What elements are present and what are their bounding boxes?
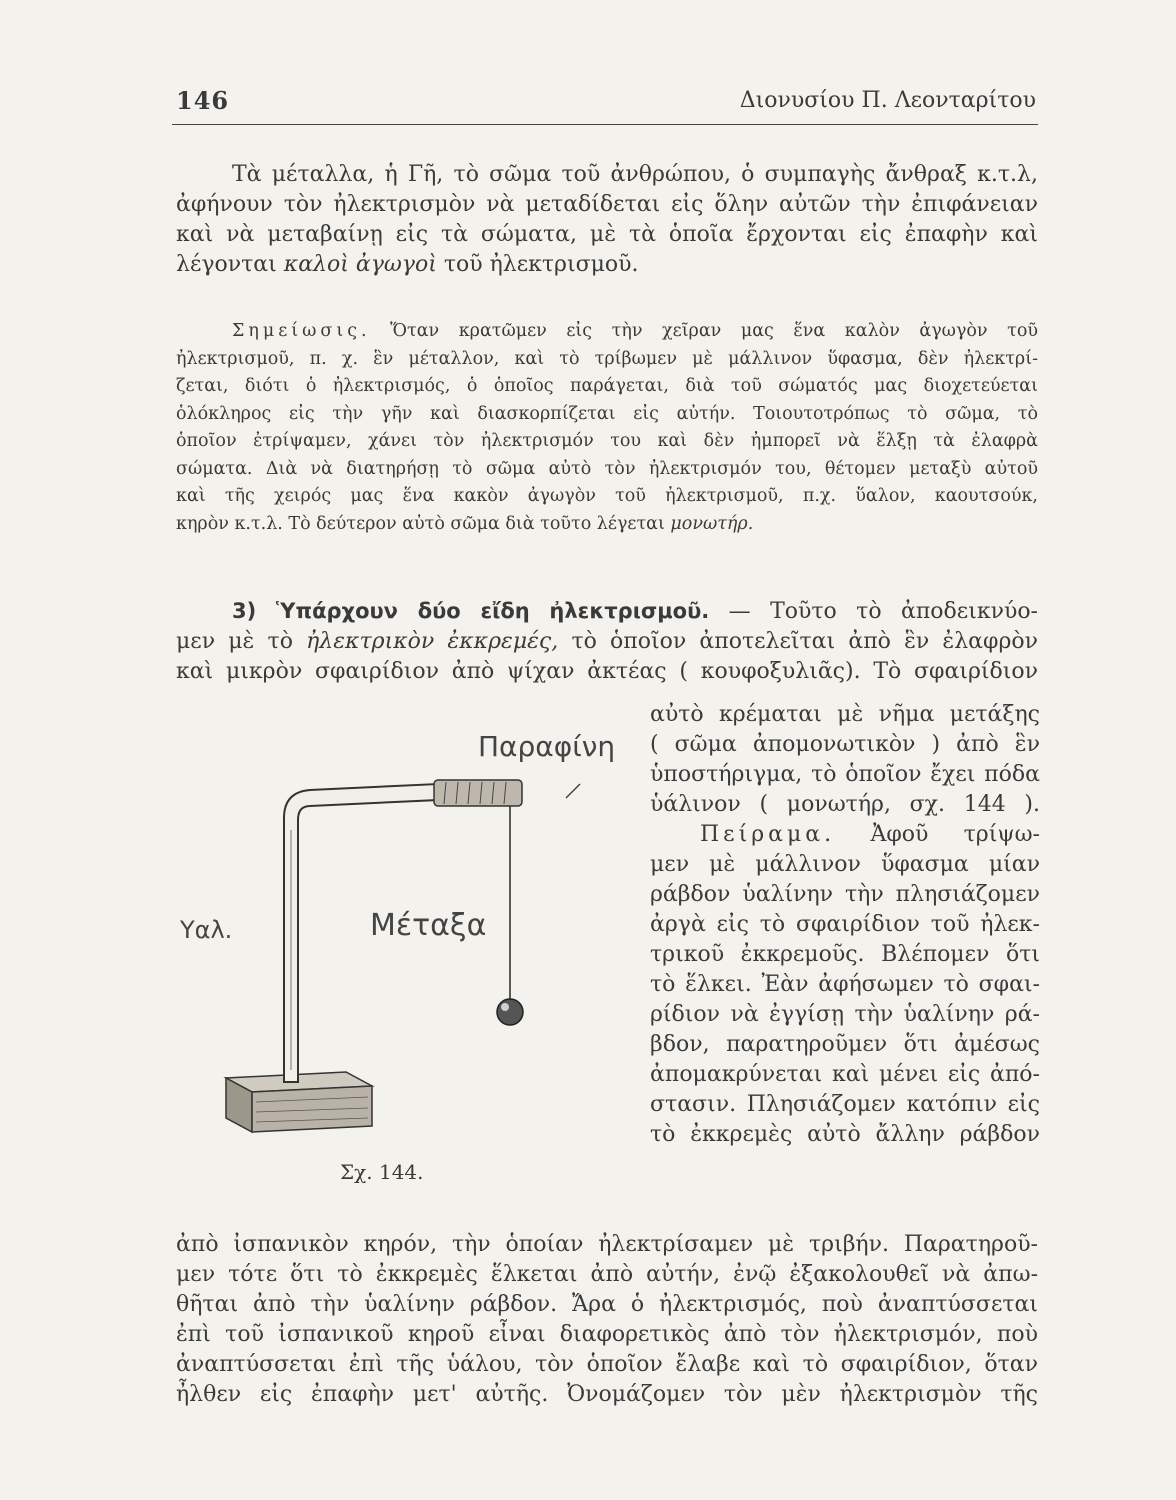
paragraph-conductors — [176, 160, 1038, 280]
experiment-label: Πείραμα. — [700, 822, 836, 847]
pith-ball — [497, 999, 523, 1025]
text-line: μεν τότε ὅτι τὸ ἐκκρεμὲς ἕλκεται ἀπὸ αὐτήν, ἐνῷ ἐξακολουθεῖ νὰ ἀπω- — [176, 1262, 1038, 1287]
text-line: ὁποῖον ἐτρίψαμεν, χάνει τὸν ἠλεκτρισμόν του καὶ δὲν ἠμπορεῖ νὰ ἕλξῃ τὰ ἐλαφρὰ — [176, 431, 1038, 451]
pendulum-illustration — [176, 720, 636, 1190]
italic-term: καλοὶ ἀγωγοὶ — [283, 252, 437, 277]
text-line: ἀργὰ εἰς τὸ σφαιρίδιον τοῦ ἠλεκ- — [650, 912, 1040, 937]
text-line — [176, 596, 1038, 627]
note-paragraph — [176, 318, 1038, 538]
text-line: ὑάλινον ( μονωτήρ, σχ. 144 ). — [650, 792, 1040, 817]
text-fragment: Ἀφοῦ τρίψω- — [835, 822, 1040, 847]
text-line: καὶ τῆς χειρός μας ἕνα κακὸν ἀγωγὸν τοῦ ἠλεκτρισμοῦ, π.χ. ὕαλον, καουτσούκ, — [176, 486, 1038, 506]
text-fragment: τοῦ ἠλεκτρισμοῦ. — [436, 252, 639, 277]
text-fragment: — Τοῦτο τὸ ἀποδεικνύο- — [709, 599, 1038, 624]
text-line: τὸ ἐκκρεμὲς αὐτὸ ἄλλην ράβδον — [650, 1122, 1040, 1147]
label-silk: Μέταξα — [370, 908, 487, 943]
text-line: τρικοῦ ἐκκρεμοῦς. Βλέπομεν ὅτι — [650, 942, 1040, 967]
running-title: Διονυσίου Π. Λεονταρίτου — [739, 88, 1036, 113]
text-line: ἠλεκτρισμοῦ, π. χ. ἓν μέταλλον, καὶ τὸ τρίβωμεν μὲ μάλλινον ὕφασμα, δὲν ἠλεκτρί- — [176, 348, 1038, 369]
final-paragraph — [176, 1230, 1038, 1410]
italic-term: ἠλεκτρικὸν ἐκκρεμές, — [306, 629, 559, 654]
text-fragment: τὸ ὁποῖον ἀποτελεῖται ἀπὸ ἓν ἐλαφρὸν — [558, 629, 1038, 654]
text-line: καὶ μικρὸν σφαιρίδιον ἀπὸ ψίχαν ἀκτέας ( κουφοξυλιᾶς). Τὸ σφαιρίδιον — [176, 659, 1038, 684]
text-line: ρίδιον νὰ ἐγγίσῃ τὴν ὑαλίνην ρά- — [650, 1002, 1040, 1027]
text-line: ἀπομακρύνεται καὶ μένει εἰς ἀπό- — [650, 1062, 1040, 1087]
text-line: ὑποστήριγμα, τὸ ὁποῖον ἔχει πόδα — [650, 762, 1040, 787]
text-line: μεν μὲ μάλλινον ὕφασμα μίαν — [650, 852, 1040, 877]
text-fragment: κηρὸν κ.τ.λ. Τὸ δεύτερον αὐτὸ σῶμα διὰ τοῦτο λέγεται — [176, 513, 671, 534]
text-line: σώματα. Διὰ νὰ διατηρήσῃ τὸ σῶμα αὐτὸ τὸν ἠλεκτρισμόν του, θέτομεν μεταξὺ αὐτοῦ — [176, 458, 1038, 479]
text-line — [176, 250, 1038, 280]
pith-ball-highlight — [501, 1003, 509, 1011]
text-line: Τὰ μέταλλα, ἡ Γῆ, τὸ σῶμα τοῦ ἀνθρώπου, ὁ συμπαγὴς ἄνθραξ κ.τ.λ, — [232, 162, 1038, 187]
text-line: βδον, παρατηροῦμεν ὅτι ἀμέσως — [650, 1032, 1040, 1057]
text-line: καὶ νὰ μεταβαίνῃ εἰς τὰ σώματα, μὲ τὰ ὁποῖα ἔρχονται εἰς ἐπαφὴν καὶ — [176, 222, 1038, 247]
text-line: ἐπὶ τοῦ ἰσπανικοῦ κηροῦ εἶναι διαφορετικὸς ἀπὸ τὸν ἠλεκτρισμόν, ποὺ — [176, 1322, 1038, 1347]
text-fragment: μεν μὲ τὸ — [176, 629, 307, 654]
text-line: θῆται ἀπὸ τὴν ὑαλίνην ράβδον. Ἄρα ὁ ἠλεκτρισμός, ποὺ ἀναπτύσσεται — [176, 1292, 1038, 1317]
text-line — [176, 318, 1038, 346]
label-paraffin: Παραφίνη — [478, 730, 616, 763]
page-number: 146 — [176, 86, 230, 115]
text-fragment: Ὅταν κρατῶμεν εἰς τὴν χεῖραν μας ἕνα καλὸν ἀγωγὸν τοῦ — [370, 321, 1038, 341]
section-3-paragraph — [176, 596, 1038, 687]
pendulum-figure — [176, 720, 636, 1190]
text-line: ζεται, διότι ὁ ἠλεκτρισμός, ὁ ὁποῖος παράγεται, διὰ τοῦ σώματός μας διοχετεύεται — [176, 376, 1038, 396]
paraffin-tip — [434, 780, 522, 806]
section-heading: 3) Ὑπάρχουν δύο εἴδη ἠλεκτρισμοῦ. — [232, 599, 710, 623]
text-line — [176, 511, 1038, 539]
text-line: στασιν. Πλησιάζομεν κατόπιν εἰς — [650, 1092, 1040, 1117]
note-label: Σημείωσις. — [232, 321, 371, 341]
text-line: ἀπὸ ἰσπανικὸν κηρόν, τὴν ὁποίαν ἠλεκτρίσαμεν μὲ τριβήν. Παρατηροῦ- — [176, 1232, 1038, 1257]
text-line — [650, 820, 1040, 850]
italic-term: μονωτήρ. — [670, 513, 754, 534]
annotation-mark — [566, 784, 580, 798]
text-line: ἦλθεν εἰς ἐπαφὴν μετ' αὐτῆς. Ὀνομάζομεν τὸν μὲν ἠλεκτρισμὸν τῆς — [176, 1382, 1038, 1407]
label-glass: Υαλ. — [180, 916, 233, 944]
text-line — [176, 627, 1038, 657]
figure-caption: Σχ. 144. — [340, 1160, 424, 1184]
text-line: τὸ ἕλκει. Ἐὰν ἀφήσωμεν τὸ σφαι- — [650, 972, 1040, 997]
text-line: ἀφήνουν τὸν ἠλεκτρισμὸν νὰ μεταδίδεται εἰς ὅλην αὐτῶν τὴν ἐπιφάνειαν — [176, 192, 1038, 217]
text-line: ( σῶμα ἀπομονωτικὸν ) ἀπὸ ἓν — [650, 732, 1040, 757]
text-fragment: λέγονται — [176, 252, 284, 277]
header-rule — [172, 124, 1038, 125]
text-line: ράβδον ὑαλίνην τὴν πλησιάζομεν — [650, 882, 1040, 907]
text-line: ὁλόκληρος εἰς τὴν γῆν καὶ διασκορπίζεται εἰς αὐτήν. Τοιουτοτρόπως τὸ σῶμα, τὸ — [176, 403, 1038, 424]
text-line: αὐτὸ κρέμαται μὲ νῆμα μετάξης — [650, 702, 1040, 727]
right-column-text — [650, 700, 1040, 1150]
text-line: ἀναπτύσσεται ἐπὶ τῆς ὑάλου, τὸν ὁποῖον ἔλαβε καὶ τὸ σφαιρίδιον, ὅταν — [176, 1352, 1038, 1377]
